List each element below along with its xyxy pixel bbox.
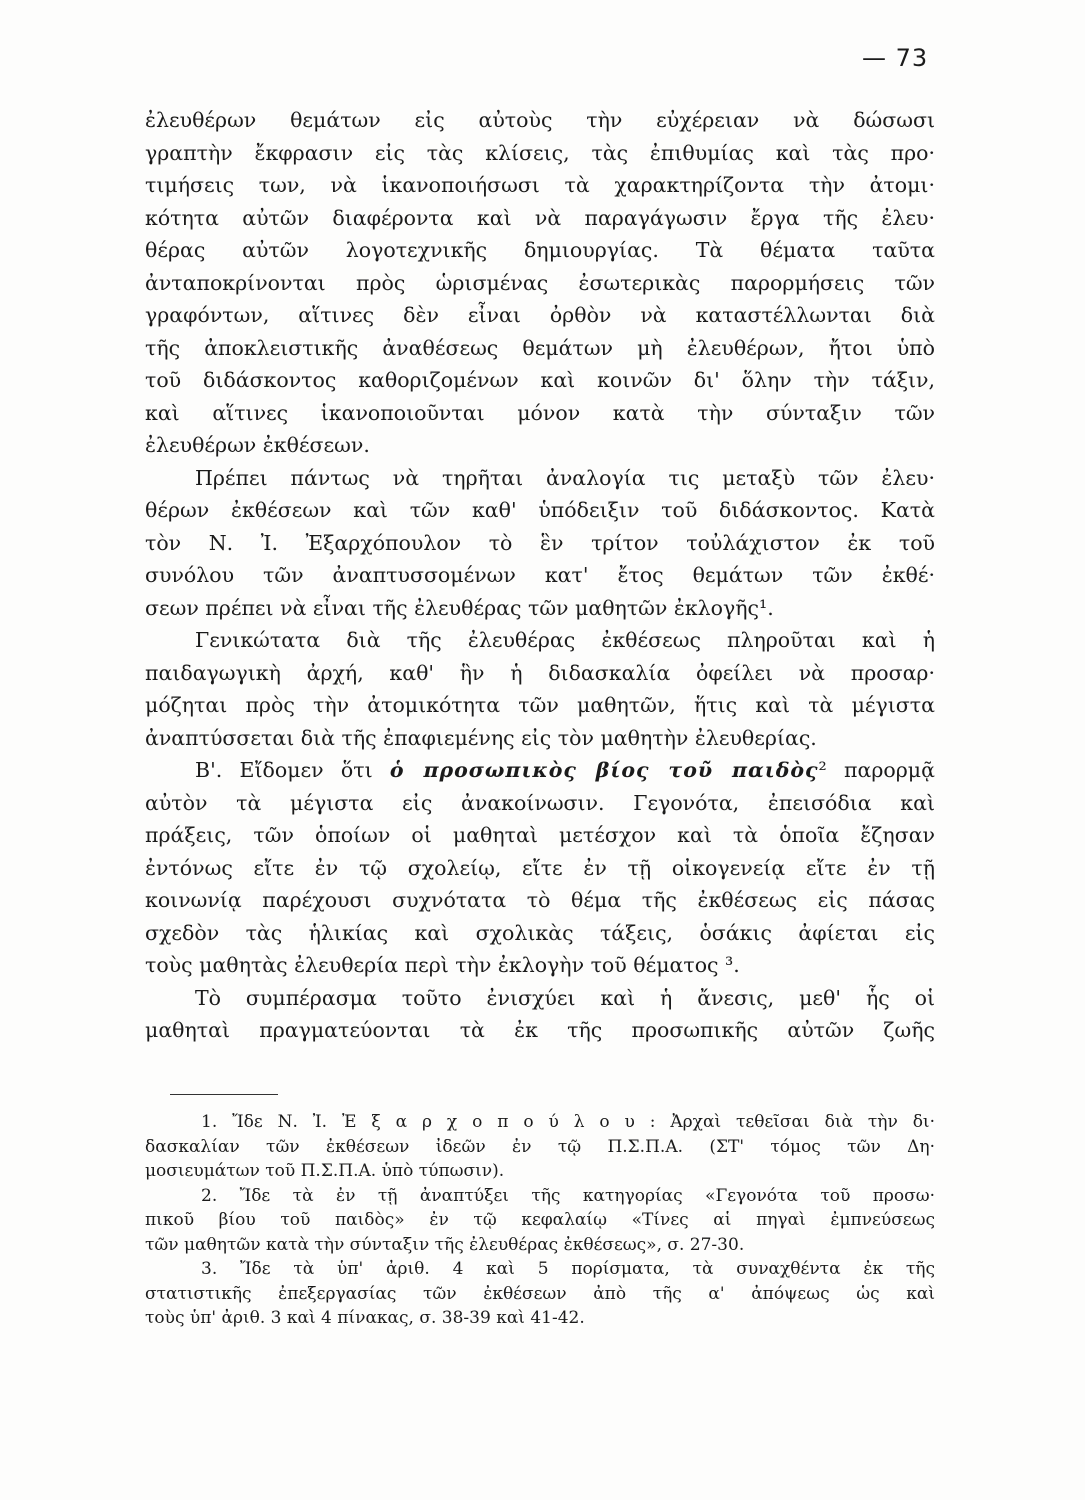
footnote-line: πικοῦ βίου τοῦ παιδὸς» ἐν τῷ κεφαλαίῳ «Τίνες αἱ πηγαὶ ἐμπνεύσεως [145,1210,935,1230]
text-line: γραπτὴν ἔκφρασιν εἰς τὰς κλίσεις, τὰς ἐπιθυμίας καὶ τὰς προ· [145,140,935,165]
text-line: πράξεις, τῶν ὁποίων οἱ μαθηταὶ μετέσχον καὶ τὰ ὁποῖα ἔζησαν [145,823,935,847]
emphasized-phrase: ὁ προσωπικὸς βίος τοῦ παιδὸς [389,758,819,782]
footnote-divider [170,1094,278,1095]
text-line: τοῦ διδάσκοντος καθοριζομένων καὶ κοινῶν δι' ὅλην τὴν τάξιν, [145,368,935,392]
text-line: Γενικώτατα διὰ τῆς ἐλευθέρας ἐκθέσεως πληροῦται καὶ ἡ [195,628,935,652]
text-line: τὸν Ν. Ἰ. Ἐξαρχόπουλον τὸ ἓν τρίτον τοὐλάχιστον ἐκ τοῦ [145,530,935,555]
text-line: τῆς ἀποκλειστικῆς ἀναθέσεως θεμάτων μὴ ἐλευθέρων, ἤτοι ὑπὸ [145,335,935,360]
footnote-1 [145,1110,935,1184]
footnote-line: στατιστικῆς ἐπεξεργασίας τῶν ἐκθέσεων ἀπὸ τῆς α' ἀπόψεως ὡς καὶ [145,1283,935,1304]
text-line: ἀναπτύσσεται διὰ τῆς ἐπαφιεμένης εἰς τὸν μαθητὴν ἐλευθερίας. [145,725,817,750]
text-line: μόζηται πρὸς τὴν ἀτομικότητα τῶν μαθητῶν, ἥτις καὶ τὰ μέγιστα [145,693,935,717]
text-line: ἐλευθέρων ἐκθέσεων. [145,433,370,457]
text-line: τιμήσεις των, νὰ ἱκανοποιήσωσι τὰ χαρακτηρίζοντα τὴν ἀτομι· [145,173,935,197]
text-line: σχεδὸν τὰς ἡλικίας καὶ σχολικὰς τάξεις, ὁσάκις ἀφίεται εἰς [145,920,935,945]
footnotes [145,1110,935,1331]
text-line: συνόλου τῶν ἀναπτυσσομένων κατ' ἔτος θεμάτων τῶν ἐκθέ· [145,563,935,587]
footnote-line: 1. Ἴδε Ν. Ἰ. Ἐ ξ α ρ χ ο π ο ύ λ ο υ : Ἀρχαὶ τεθεῖσαι διὰ τὴν δι· [201,1112,935,1132]
paragraph-4 [145,754,935,982]
text-line: καὶ αἵτινες ἱκανοποιοῦνται μόνον κατὰ τὴν σύνταξιν τῶν [145,400,935,425]
footnote-line: τοὺς ὑπ' ἀριθ. 3 καὶ 4 πίνακας, σ. 38-39 καὶ 41-42. [145,1308,585,1328]
text-line: θέρας αὐτῶν λογοτεχνικῆς δημιουργίας. Τὰ θέματα ταῦτα [145,238,935,262]
footnote-line: δασκαλίαν τῶν ἐκθέσεων ἰδεῶν ἐν τῷ Π.Σ.Π.Α. (ΣΤ' τόμος τῶν Δη· [145,1136,935,1157]
text-line: μαθηταὶ πραγματεύονται τὰ ἐκ τῆς προσωπικῆς αὐτῶν ζωῆς [145,1018,935,1042]
page-number: — 73 [862,44,929,72]
paragraph-3 [145,624,935,754]
text-line: Πρέπει πάντως νὰ τηρῆται ἀναλογία τις μεταξὺ τῶν ἐλευ· [195,465,935,490]
paragraph-1 [145,104,935,462]
line-suffix: ² παρορμᾷ [818,758,935,782]
paragraph-2 [145,462,935,625]
text-line: αὐτὸν τὰ μέγιστα εἰς ἀνακοίνωσιν. Γεγονότα, ἐπεισόδια καὶ [145,790,935,815]
text-line: κότητα αὐτῶν διαφέροντα καὶ νὰ παραγάγωσιν ἔργα τῆς ἐλευ· [145,205,935,230]
paragraph-5 [145,982,935,1047]
footnote-line: 3. Ἴδε τὰ ὑπ' ἀριθ. 4 καὶ 5 πορίσματα, τὰ συναχθέντα ἐκ τῆς [201,1259,935,1279]
text-line: θέρων ἐκθέσεων καὶ τῶν καθ' ὑπόδειξιν τοῦ διδάσκοντος. Κατὰ [145,498,935,522]
footnote-line: τῶν μαθητῶν κατὰ τὴν σύνταξιν τῆς ἐλευθέρας ἐκθέσεως», σ. 27-30. [145,1234,745,1255]
text-line: Τὸ συμπέρασμα τοῦτο ἐνισχύει καὶ ἡ ἄνεσις, μεθ' ἧς οἱ [195,985,935,1010]
line-prefix: Β'. Εἴδομεν ὅτι [195,758,390,782]
text-line: κοινωνίᾳ παρέχουσι συχνότατα τὸ θέμα τῆς ἐκθέσεως εἰς πάσας [145,888,935,912]
text-line: σεων πρέπει νὰ εἶναι τῆς ἐλευθέρας τῶν μαθητῶν ἐκλογῆς¹. [145,595,774,620]
footnote-line: μοσιευμάτων τοῦ Π.Σ.Π.Α. ὑπὸ τύπωσιν). [145,1161,505,1181]
text-line [145,754,935,787]
text-line: τοὺς μαθητὰς ἐλευθερία περὶ τὴν ἐκλογὴν τοῦ θέματος ³. [145,953,740,977]
footnote-3 [145,1257,935,1331]
body-text [145,104,935,1047]
text-line: ἀνταποκρίνονται πρὸς ὡρισμένας ἐσωτερικὰς παρορμήσεις τῶν [145,270,935,295]
text-line: ἐντόνως εἴτε ἐν τῷ σχολείῳ, εἴτε ἐν τῇ οἰκογενείᾳ εἴτε ἐν τῇ [145,855,935,880]
footnote-line: 2. Ἴδε τὰ ἐν τῇ ἀναπτύξει τῆς κατηγορίας «Γεγονότα τοῦ προσω· [201,1185,935,1206]
footnote-2 [145,1184,935,1258]
text-line: παιδαγωγικὴ ἀρχή, καθ' ἣν ἡ διδασκαλία ὀφείλει νὰ προσαρ· [145,660,935,685]
text-line: γραφόντων, αἵτινες δὲν εἶναι ὀρθὸν νὰ καταστέλλωνται διὰ [145,303,935,327]
text-line: ἐλευθέρων θεμάτων εἰς αὐτοὺς τὴν εὐχέρειαν νὰ δώσωσι [145,108,935,132]
